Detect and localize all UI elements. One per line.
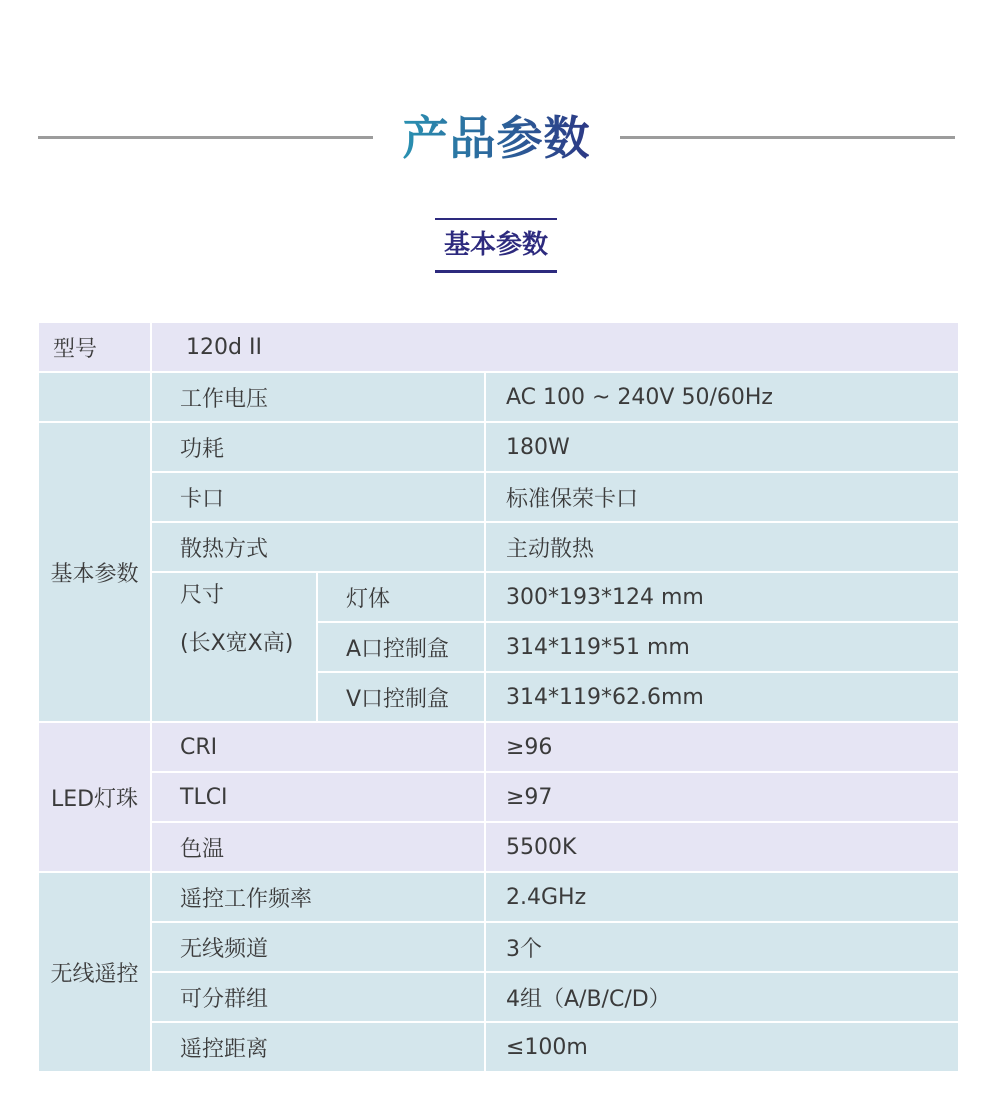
groups-value: 4组（A/B/C/D） — [485, 972, 959, 1022]
size-label-line1: 尺寸 — [180, 583, 225, 608]
cooling-label: 散热方式 — [151, 522, 485, 572]
blank-cell — [38, 372, 151, 422]
cct-value: 5500K — [485, 822, 959, 872]
size-label — [151, 572, 317, 722]
size-lamp-label: 灯体 — [317, 572, 485, 622]
mount-label: 卡口 — [151, 472, 485, 522]
power-value: 180W — [485, 422, 959, 472]
freq-value: 2.4GHz — [485, 872, 959, 922]
table-row-power — [38, 422, 959, 472]
table-row-channels — [38, 922, 959, 972]
range-label: 遥控距离 — [151, 1022, 485, 1072]
page-title: 产品参数 — [373, 108, 620, 168]
table-row-mount — [38, 472, 959, 522]
size-a-box-label: A口控制盒 — [317, 622, 485, 672]
power-label: 功耗 — [151, 422, 485, 472]
voltage-value: AC 100 ~ 240V 50/60Hz — [485, 372, 959, 422]
model-label: 型号 — [38, 322, 151, 372]
size-label-line2: (长X宽X高) — [180, 631, 294, 656]
cooling-value: 主动散热 — [485, 522, 959, 572]
tlci-label: TLCI — [151, 772, 485, 822]
table-row-freq — [38, 872, 959, 922]
table-row-cooling — [38, 522, 959, 572]
title-divider-left — [38, 136, 373, 139]
title-divider-right — [620, 136, 955, 139]
table-row-groups — [38, 972, 959, 1022]
table-row-cri — [38, 722, 959, 772]
group-wireless: 无线遥控 — [38, 872, 151, 1072]
section-title: 基本参数 — [435, 218, 557, 273]
size-a-box-value: 314*119*51 mm — [485, 622, 959, 672]
size-v-box-label: V口控制盒 — [317, 672, 485, 722]
spec-table — [37, 321, 960, 1073]
table-row-tlci — [38, 772, 959, 822]
mount-value: 标准保荣卡口 — [485, 472, 959, 522]
channels-value: 3个 — [485, 922, 959, 972]
tlci-value: ≥97 — [485, 772, 959, 822]
cri-value: ≥96 — [485, 722, 959, 772]
voltage-label: 工作电压 — [151, 372, 485, 422]
table-row-voltage — [38, 372, 959, 422]
freq-label: 遥控工作频率 — [151, 872, 485, 922]
table-row-model — [38, 322, 959, 372]
model-value: 120d II — [151, 322, 959, 372]
table-row-size-lamp — [38, 572, 959, 622]
group-basic: 基本参数 — [38, 422, 151, 722]
size-v-box-value: 314*119*62.6mm — [485, 672, 959, 722]
size-lamp-value: 300*193*124 mm — [485, 572, 959, 622]
table-row-cct — [38, 822, 959, 872]
table-row-range — [38, 1022, 959, 1072]
cct-label: 色温 — [151, 822, 485, 872]
group-led: LED灯珠 — [38, 722, 151, 872]
cri-label: CRI — [151, 722, 485, 772]
range-value: ≤100m — [485, 1022, 959, 1072]
channels-label: 无线频道 — [151, 922, 485, 972]
groups-label: 可分群组 — [151, 972, 485, 1022]
